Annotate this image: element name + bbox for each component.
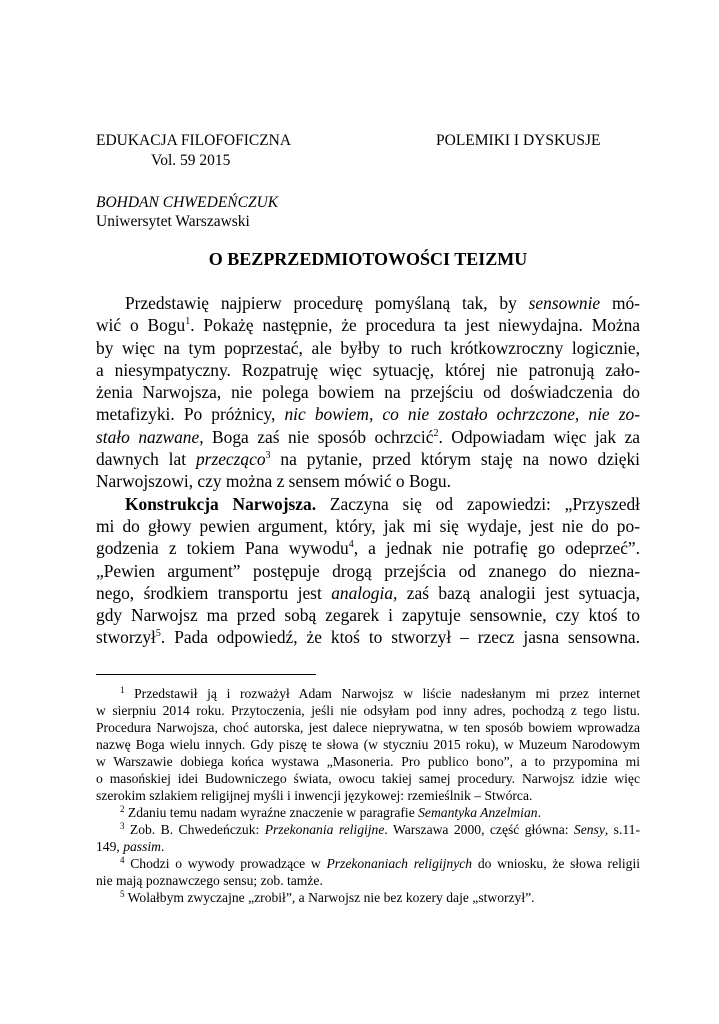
body-line: by więc na tym poprzestać, ale byłby to ruch krótkowzroczny logicznie, xyxy=(96,337,640,358)
footnote-line: 149, passim. xyxy=(96,839,165,854)
author-name: BOHDAN CHWEDEŃCZUK xyxy=(96,194,279,211)
body-line: stało nazwane, Boga zaś nie sposób ochrzcić$^2$. Odpowiadam więc jak za xyxy=(96,426,641,447)
journal-name: EDUKACJA FILOFOFICZNA xyxy=(96,132,292,149)
body-line: nego, środkiem transportu jest analogia, zaś bazą analogii jest sytuacja, xyxy=(96,582,640,603)
footnote-line: $^4$ Chodzi o wywody prowadzące w Przekonaniach religijnych do wniosku, że słowa religii xyxy=(120,855,641,871)
body-line: metafizyki. Po próżnicy, nic bowiem, co nie zostało ochrzczone, nie zo- xyxy=(96,404,640,425)
body-line: wić o Bogu$^1$. Pokażę następnie, że procedura ta jest niewydajna. Można xyxy=(96,315,641,336)
footnote-line: $^2$ Zdaniu temu nadam wyraźne znaczenie w paragrafie Semantyka Anzelmian. xyxy=(120,804,541,820)
article-title: O BEZPRZEDMIOTOWOŚCI TEIZMU xyxy=(208,249,528,269)
body-line: Narwojszowi, czy można z sensem mówić o Bogu. xyxy=(96,471,451,492)
author-affiliation: Uniwersytet Warszawski xyxy=(96,213,250,230)
body-line: gdy Narwojsz ma przed sobą zegarek i zapytuje sensownie, czy ktoś to xyxy=(96,605,640,626)
footnote-line: Procedura Narwojsza, choć autorska, jest dalece nieprywatna, w ten sposób bowiem wprowadza xyxy=(96,720,640,735)
footnote-line: w Warszawie dobiega końca wystawa „Masoneria. Pro publico bono”, a to przypomina mi xyxy=(96,754,640,769)
body-line: żenia Narwojsza, nie polega bowiem na przejściu od doświadczenia do xyxy=(96,382,640,403)
footnote-line: nie mają poznawczego sensu; zob. tamże. xyxy=(96,873,323,888)
footnote-ref: 4 xyxy=(348,539,354,551)
body-line: mi do głowy pewien argument, który, jak mi się wydaje, jest nie do po- xyxy=(96,515,640,536)
footnotes xyxy=(96,685,640,906)
footnote-line: w sierpniu 2014 roku. Przytoczenia, jeśli nie odsyłam pod inny adres, pochodzą z tego listu. xyxy=(96,703,640,718)
body-line: Konstrukcja Narwojsza. Zaczyna się od zapowiedzi: „Przyszedł xyxy=(125,493,640,514)
footnote-line: nazwę Boga wielu innych. Gdy piszę te słowa (w styczniu 2015 roku), w Muzeum Narodowym xyxy=(96,737,640,752)
body-line: godzenia z tokiem Pana wywodu$^4$, a jednak nie potrafię go odeprzeć”. xyxy=(96,538,640,559)
journal-volume: Vol. 59 2015 xyxy=(151,152,231,169)
footnote-line: o masońskiej idei Budowniczego świata, owocu takiej samej procedury. Narwojsz idzie więc xyxy=(96,771,640,786)
body-line: stworzył$^5$. Pada odpowiedź, że ktoś to stworzył – rzecz jasna sensowna. xyxy=(96,627,640,648)
section-name: POLEMIKI I DYSKUSJE xyxy=(436,132,601,149)
footnote-ref: 3 xyxy=(265,450,271,462)
footnote-separator xyxy=(96,674,316,675)
article-body xyxy=(96,292,640,649)
body-line: „Pewien argument” postępuje drogą przejścia od znanego do niezna- xyxy=(96,560,640,581)
body-line: a niesympatyczny. Rozpatruję więc sytuację, której nie patronują zało- xyxy=(96,359,640,380)
footnote-line: $^5$ Wolałbym zwyczajne „zrobił”, a Narwojsz nie bez kozery daje „stworzył”. xyxy=(120,889,535,905)
footnote-line: $^1$ Przedstawił ją i rozważył Adam Narwojsz w liście nadesłanym mi przez internet xyxy=(120,685,640,701)
body-line: Przedstawię najpierw procedurę pomyślaną tak, by sensownie mó- xyxy=(125,293,640,313)
section-heading: Konstrukcja Narwojsza. xyxy=(125,493,317,514)
footnote-ref: 2 xyxy=(433,427,439,439)
footnote-ref: 1 xyxy=(185,316,191,328)
footnote-line: $^3$ Zob. B. Chwedeńczuk: Przekonania religijne. Warszawa 2000, część główna: Sensy, s.11- xyxy=(120,821,640,837)
body-line: dawnych lat przecząco$^3$ na pytanie, przed którym staję na nowo dzięki xyxy=(96,449,640,470)
footnote-ref: 5 xyxy=(155,628,161,640)
footnote-line: szerokim szlakiem religijnej myśli i inwencji językowej: rzemieślnik – Stwórca. xyxy=(96,788,533,803)
